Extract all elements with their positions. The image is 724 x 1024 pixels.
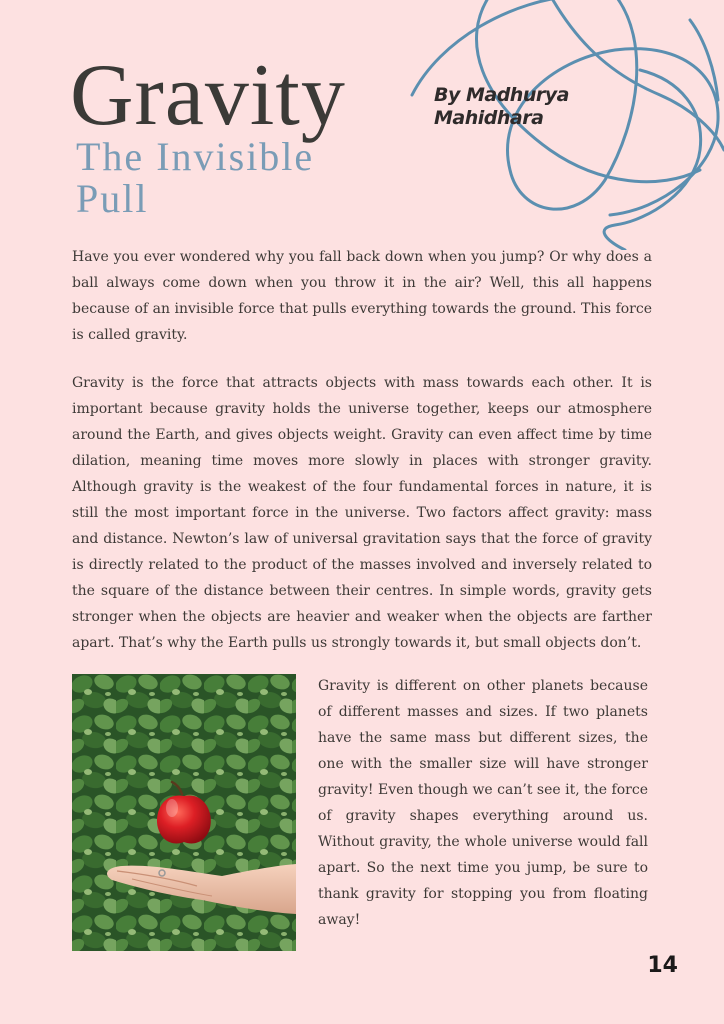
closing-paragraph: Gravity is different on other planets because of different masses and sizes. If two planets have the same mass but different sizes, the one with the smaller size will have stronger gravity! Even though we can’t see it, the force of gravity shapes everything around us. Without gravity, the whole universe would fall apart. So the next time you jump, be sure to thank gravity for stopping you from floating away! bbox=[318, 678, 648, 928]
page-subtitle: The Invisible Pull bbox=[76, 134, 315, 221]
page-number: 14 bbox=[647, 953, 678, 978]
page-title: Gravity bbox=[70, 47, 346, 144]
author-byline: By Madhurya Mahidhara bbox=[434, 84, 569, 129]
intro-paragraph: Have you ever wondered why you fall back down when you jump? Or why does a ball always come down when you throw it in the air? Well, this all happens because of an invisible force that pulls everything towards the ground. This force is called gravity. bbox=[72, 249, 652, 343]
body-paragraph: Gravity is the force that attracts objects with mass towards each other. It is important because gravity holds the universe together, keeps our atmosphere around the Earth, and gives objects weight. Gravity can even affect time by time dilation, meaning time moves more slowly in places with stronger gravity. Although gravity is the weakest of the four fundamental forces in nature, it is still the most important force in the universe. Two factors affect gravity: mass and distance. Newton’s law of universal gravitation says that the force of gravity is directly related to the product of the masses involved and inversely related to the square of the distance between their centres. In simple words, gravity gets stronger when the objects are heavier and weaker when the objects are farther apart. That’s why the Earth pulls us strongly towards it, but small objects don’t. bbox=[72, 375, 652, 651]
apple-hand-photo bbox=[72, 674, 296, 951]
